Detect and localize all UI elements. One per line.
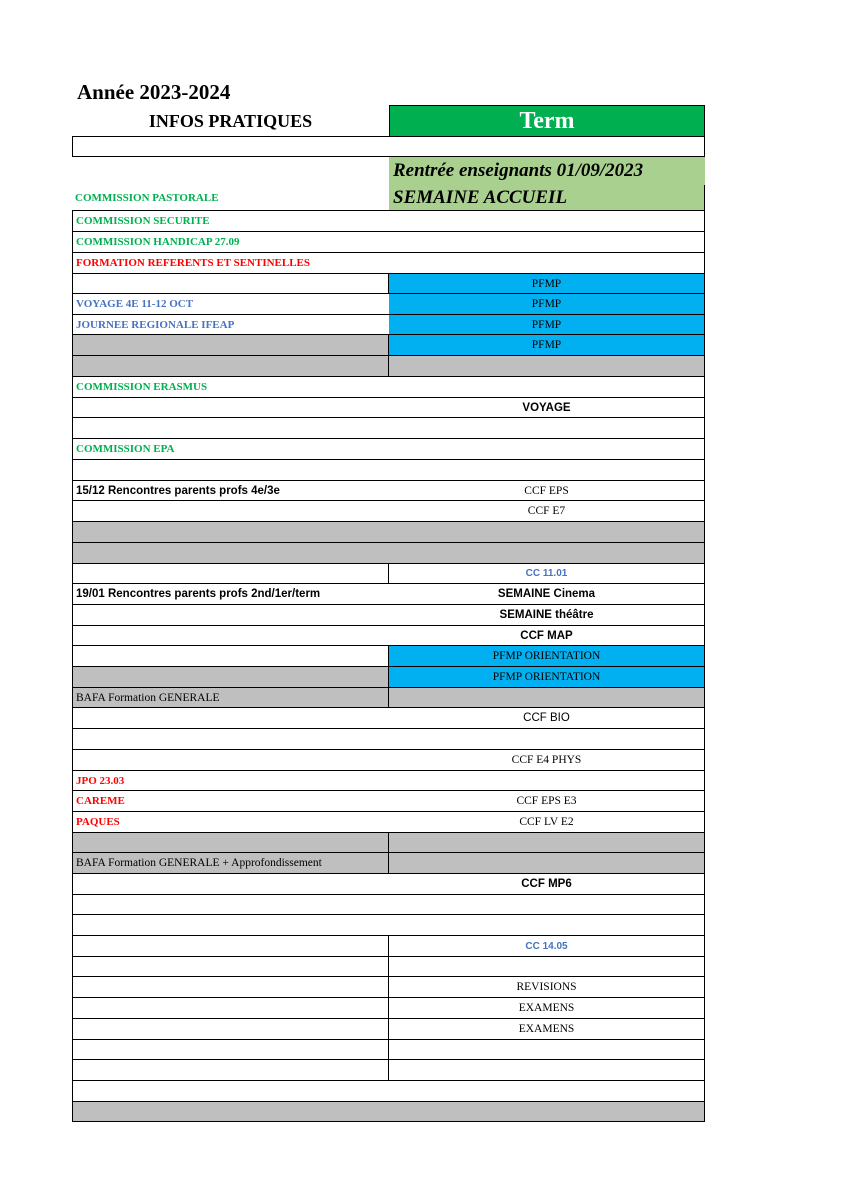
row-11-left	[73, 335, 389, 355]
row-31	[72, 750, 705, 771]
row-36-right	[389, 853, 704, 873]
row-34-left: PAQUES	[76, 816, 120, 828]
row-35	[72, 833, 705, 853]
row-46	[72, 1060, 705, 1081]
row-42-left	[73, 977, 389, 997]
row-43-left	[73, 998, 389, 1018]
row-9	[72, 294, 705, 315]
row-15	[72, 418, 705, 439]
pfmp-cell-4: PFMP	[389, 335, 704, 355]
row-5-left: COMMISSION SECURITE	[76, 215, 210, 227]
ccf-mp6-cell: CCF MP6	[521, 878, 572, 890]
row-28-right	[389, 688, 704, 707]
pfmp-cell-1: PFMP	[389, 274, 704, 293]
row-32-right	[389, 771, 704, 790]
row-25-left	[73, 626, 389, 645]
row-18-left: 15/12 Rencontres parents profs 4e/3e	[76, 484, 280, 497]
row-12	[72, 356, 705, 377]
row-11	[72, 335, 705, 356]
term-header: Term	[389, 105, 705, 137]
row-39	[72, 915, 705, 936]
pfmp-orientation-cell-1: PFMP ORIENTATION	[389, 646, 704, 666]
row-16-right	[389, 439, 704, 459]
row-29	[72, 708, 705, 729]
row-28	[72, 688, 705, 708]
row-27-left	[73, 667, 389, 687]
row-6	[72, 232, 705, 253]
row-5-right	[389, 211, 704, 231]
row-28-left: BAFA Formation GENERALE	[73, 688, 389, 707]
row-38	[72, 895, 705, 915]
ccf-bio-cell: CCF BIO	[523, 712, 570, 724]
row-16-left: COMMISSION EPA	[76, 443, 175, 455]
ccf-eps-cell: CCF EPS	[524, 484, 569, 497]
row-17	[72, 460, 705, 481]
row-32	[72, 771, 705, 791]
row-2	[72, 137, 705, 157]
row-13-right	[389, 377, 704, 397]
row-42	[72, 977, 705, 998]
row-24	[72, 605, 705, 626]
row-45	[72, 1040, 705, 1060]
row-34	[72, 812, 705, 833]
row-8-left	[73, 274, 389, 293]
row-27	[72, 667, 705, 688]
row-26	[72, 646, 705, 667]
row-32-left: JPO 23.03	[76, 774, 125, 787]
row-13-left: COMMISSION ERASMUS	[76, 381, 208, 393]
row-40-left	[73, 936, 389, 956]
ccf-e7-cell: CCF E7	[527, 505, 566, 517]
pfmp-orientation-cell-2: PFMP ORIENTATION	[389, 667, 704, 687]
row-43	[72, 998, 705, 1019]
semaine-cinema-cell: SEMAINE Cinema	[497, 588, 596, 600]
row-3	[72, 157, 705, 185]
row-33-left: CAREME	[76, 795, 125, 807]
row-35-right	[389, 833, 704, 852]
row-9-left: VOYAGE 4E 11-12 OCT	[76, 298, 194, 310]
pfmp-cell-2: PFMP	[389, 294, 704, 314]
row-3-left	[72, 157, 389, 185]
row-37-left	[73, 874, 389, 894]
ccf-e4-phys-cell: CCF E4 PHYS	[511, 754, 582, 766]
row-20	[72, 522, 705, 543]
row-7-right	[389, 253, 704, 273]
examens-cell-1: EXAMENS	[518, 1002, 575, 1014]
row-46-left	[73, 1060, 389, 1080]
row-12-right	[389, 356, 704, 376]
row-18	[72, 481, 705, 501]
cc-1101-cell: CC 11.01	[525, 568, 568, 579]
row-19	[72, 501, 705, 522]
row-48	[72, 1102, 705, 1122]
row-44-left	[73, 1019, 389, 1039]
row-31-left	[73, 750, 389, 770]
row-45-left	[73, 1040, 389, 1059]
examens-cell-2: EXAMENS	[518, 1023, 575, 1035]
row-22-left	[73, 564, 389, 583]
pfmp-cell-3: PFMP	[389, 315, 704, 334]
rentree-cell: Rentrée enseignants 01/09/2023	[389, 157, 705, 185]
cc-1405-cell: CC 14.05	[525, 940, 568, 952]
row-36	[72, 853, 705, 874]
row-45-right	[389, 1040, 704, 1059]
row-21	[72, 543, 705, 564]
row-29-left	[73, 708, 389, 728]
row-10	[72, 315, 705, 335]
row-47	[72, 1081, 705, 1102]
row-33	[72, 791, 705, 812]
year-title: Année 2023-2024	[77, 80, 231, 104]
row-14-left	[73, 398, 389, 417]
row-41-left	[73, 957, 389, 976]
row-6-right	[389, 232, 704, 252]
row-41	[72, 957, 705, 977]
row-4-left: COMMISSION PASTORALE	[75, 191, 219, 204]
row-46-right	[389, 1060, 704, 1080]
row-14	[72, 398, 705, 418]
row-13	[72, 377, 705, 398]
row-25	[72, 626, 705, 646]
row-4	[72, 185, 705, 211]
semaine-accueil-cell: SEMAINE ACCUEIL	[389, 185, 705, 210]
semaine-theatre-cell: SEMAINE théâtre	[499, 609, 594, 621]
row-8	[72, 274, 705, 294]
row-35-left	[73, 833, 389, 852]
ccf-map-cell: CCF MAP	[520, 629, 573, 642]
row-5	[72, 211, 705, 232]
row-24-left	[73, 605, 389, 625]
voyage-cell: VOYAGE	[522, 401, 571, 414]
row-7-left: FORMATION REFERENTS ET SENTINELLES	[76, 257, 311, 269]
row-16	[72, 439, 705, 460]
infos-pratiques-header: INFOS PRATIQUES	[72, 106, 389, 137]
row-30	[72, 729, 705, 750]
row-37	[72, 874, 705, 895]
row-41-right	[389, 957, 704, 976]
row-23	[72, 584, 705, 605]
row-22	[72, 564, 705, 584]
row-23-left: 19/01 Rencontres parents profs 2nd/1er/term	[76, 588, 321, 600]
ccf-eps-e3-cell: CCF EPS E3	[516, 795, 577, 807]
row-6-left: COMMISSION HANDICAP 27.09	[76, 236, 240, 248]
revisions-cell: REVISIONS	[516, 981, 577, 993]
row-36-left: BAFA Formation GENERALE + Approfondissement	[73, 853, 389, 873]
row-40	[72, 936, 705, 957]
row-10-left: JOURNEE REGIONALE IFEAP	[76, 318, 235, 331]
ccf-lv-e2-cell: CCF LV E2	[519, 816, 574, 828]
row-7	[72, 253, 705, 274]
row-12-left	[73, 356, 389, 376]
row-19-left	[73, 501, 389, 521]
row-26-left	[73, 646, 389, 666]
row-44	[72, 1019, 705, 1040]
